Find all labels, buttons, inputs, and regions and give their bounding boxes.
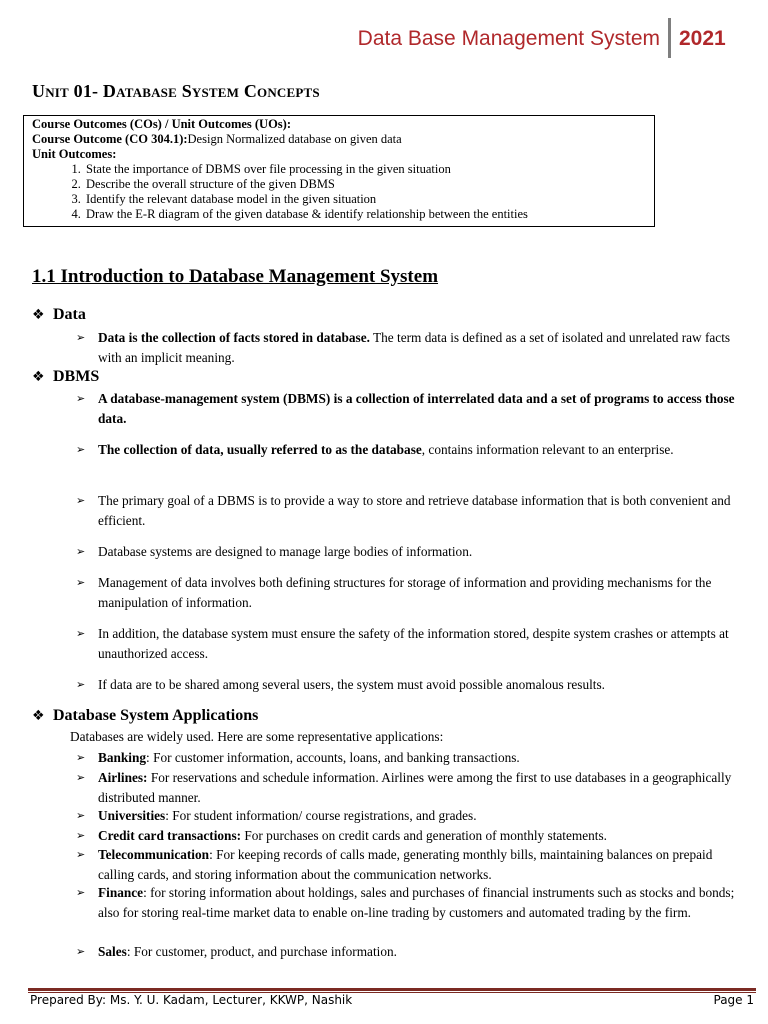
- course-outcomes-heading: Course Outcomes (COs) / Unit Outcomes (UOs):: [32, 117, 291, 131]
- list-item: [76, 826, 748, 846]
- data-heading: [32, 306, 86, 324]
- section-title: 1.1 Introduction to Database Management System: [32, 266, 439, 287]
- course-outcome-label: Course Outcome (CO 304.1):: [32, 132, 188, 146]
- arrow-bullet-icon: ➢: [76, 829, 86, 842]
- arrow-bullet-icon: ➢: [76, 576, 86, 589]
- unit-outcome-item: 2. Describe the overall structure of the given DBMS: [84, 177, 646, 192]
- list-item: [76, 748, 748, 768]
- list-item: [76, 942, 748, 962]
- arrow-bullet-icon: ➢: [76, 809, 86, 822]
- list-item: [76, 845, 748, 884]
- bullet-text: : For customer, product, and purchase information.: [126, 944, 397, 959]
- list-item: [76, 542, 748, 562]
- arrow-bullet-icon: ➢: [76, 331, 86, 344]
- list-item: [76, 389, 748, 428]
- bullet-text: In addition, the database system must ensure the safety of the information stored, despite system crashes or attempts at unauthorized access.: [98, 626, 729, 661]
- list-item: [76, 440, 748, 460]
- arrow-bullet-icon: ➢: [76, 545, 86, 558]
- arrow-bullet-icon: ➢: [76, 848, 86, 861]
- bullet-text: If data are to be shared among several users, the system must avoid possible anomalous results.: [98, 677, 606, 692]
- arrow-bullet-icon: ➢: [76, 627, 86, 640]
- bullet-text: The term data is defined as a set of isolated and unrelated raw facts with an implicit meaning.: [98, 330, 731, 365]
- unit-outcome-item: 1. State the importance of DBMS over file processing in the given situation: [84, 162, 646, 177]
- list-item: [76, 806, 748, 826]
- list-item: [76, 768, 748, 807]
- page-number: Page 1: [713, 993, 754, 1007]
- document-header-title: Data Base Management System: [357, 27, 660, 50]
- bullet-text: , contains information relevant to an enterprise.: [421, 442, 674, 457]
- bullet-bold-text: Sales: [98, 944, 127, 959]
- header-divider: [668, 18, 671, 58]
- bullet-bold-text: Telecommunication: [98, 847, 210, 862]
- bullet-bold-text: The collection of data, usually referred to as the database: [98, 442, 422, 457]
- arrow-bullet-icon: ➢: [76, 443, 86, 456]
- list-item: [76, 883, 748, 922]
- unit-outcome-item: 3. Identify the relevant database model in the given situation: [84, 192, 646, 207]
- arrow-bullet-icon: ➢: [76, 494, 86, 507]
- bullet-bold-text: Credit card transactions:: [98, 828, 242, 843]
- bullet-text: : For customer information, accounts, loans, and banking transactions.: [146, 750, 520, 765]
- bullet-text: For purchases on credit cards and generation of monthly statements.: [241, 828, 607, 843]
- list-item: [76, 624, 748, 663]
- footer-prepared-by: Prepared By: Ms. Y. U. Kadam, Lecturer, KKWP, Nashik: [30, 993, 353, 1007]
- bullet-text: The primary goal of a DBMS is to provide a way to store and retrieve database information that is both convenient and efficient.: [98, 493, 731, 528]
- bullet-text: For reservations and schedule information. Airlines were among the first to use databases in a geographically distributed manner.: [98, 770, 732, 805]
- bullet-bold-text: Universities: [98, 808, 166, 823]
- applications-heading: [32, 707, 258, 725]
- bullet-bold-text: Finance: [98, 885, 144, 900]
- bullet-text: Database systems are designed to manage large bodies of information.: [98, 544, 473, 559]
- unit-outcomes-label: Unit Outcomes:: [32, 147, 117, 161]
- list-item: [76, 573, 748, 612]
- data-heading-label: Data: [53, 306, 86, 323]
- bullet-bold-text: Data is the collection of facts stored in database.: [98, 330, 370, 345]
- diamond-bullet-icon: ❖: [32, 307, 45, 323]
- dbms-heading-label: DBMS: [53, 368, 100, 385]
- course-outcomes-box: [23, 115, 655, 227]
- footer-divider: [28, 988, 756, 991]
- bullet-text: : For student information/ course registrations, and grades.: [165, 808, 477, 823]
- list-item: [76, 491, 748, 530]
- unit-outcomes-list: [32, 162, 646, 222]
- document-header-year: 2021: [679, 27, 726, 50]
- arrow-bullet-icon: ➢: [76, 751, 86, 764]
- bullet-text: : For keeping records of calls made, generating monthly bills, maintaining balances on prepaid calling cards, and storing information about the communication networks.: [98, 847, 713, 882]
- bullet-bold-text: Banking: [98, 750, 147, 765]
- diamond-bullet-icon: ❖: [32, 369, 45, 385]
- course-outcome-line: [32, 132, 646, 147]
- arrow-bullet-icon: ➢: [76, 678, 86, 691]
- list-item: [76, 328, 748, 367]
- unit-title: Unit 01- Database System Concepts: [32, 81, 320, 101]
- applications-heading-label: Database System Applications: [53, 707, 259, 724]
- bullet-bold-text: A database-management system (DBMS) is a collection of interrelated data and a set of programs to access those data.: [98, 391, 735, 426]
- list-item: [76, 675, 748, 695]
- dbms-heading: [32, 368, 99, 386]
- bullet-text: Management of data involves both defining structures for storage of information and providing mechanisms for the manipulation of information.: [98, 575, 712, 610]
- bullet-text: : for storing information about holdings, sales and purchases of financial instruments such as stocks and bonds; also for storing real-time market data to enable on-line trading by customers and automated trading by the firm.: [98, 885, 735, 920]
- applications-intro: Databases are widely used. Here are some representative applications:: [70, 729, 444, 744]
- arrow-bullet-icon: ➢: [76, 392, 86, 405]
- arrow-bullet-icon: ➢: [76, 945, 86, 958]
- bullet-bold-text: Airlines:: [98, 770, 148, 785]
- diamond-bullet-icon: ❖: [32, 708, 45, 724]
- course-outcome-text: Design Normalized database on given data: [187, 132, 402, 146]
- unit-outcome-item: 4. Draw the E-R diagram of the given database & identify relationship between the entities: [84, 207, 646, 222]
- arrow-bullet-icon: ➢: [76, 886, 86, 899]
- arrow-bullet-icon: ➢: [76, 771, 86, 784]
